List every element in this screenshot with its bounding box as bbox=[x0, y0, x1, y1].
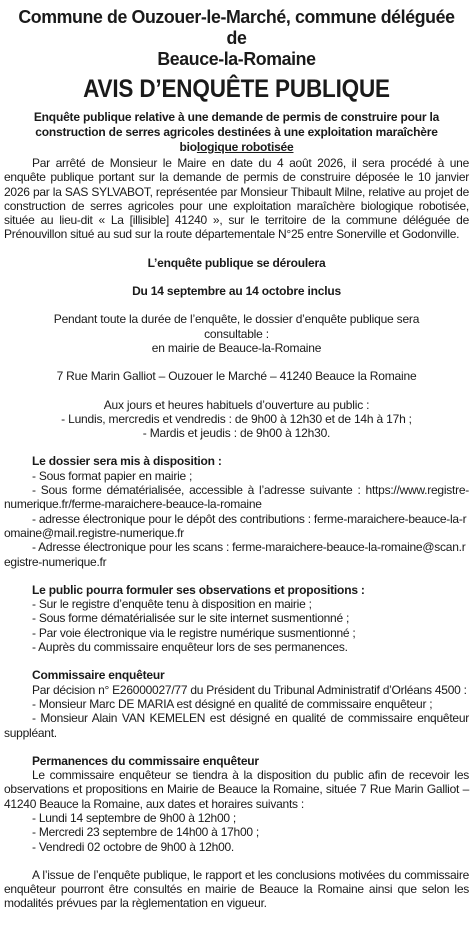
intro-paragraph: Par arrêté de Monsieur le Maire en date du 4 août 2026, il sera procédé à une enquête publique portant sur la demande de permis de construire déposée le 10 janvier 2026 par la SAS SYLVABOT, représentée par Monsieur Thibault Milne, relative au projet de construction de serres agricoles pour une exploitation maraîchère biologique robotisée, située au lieu-dit « La [illisible] 41240 », sur le territoire de la commune déléguée de Prénouvillon situé au sud sur la route départementale N°25 entre Sonerville et Godonville. bbox=[4, 156, 469, 242]
notice-title-line1: Commune de Ouzouer-le-Marché, commune déléguée de bbox=[18, 6, 455, 48]
subtitle-line3-underlined: logique robotisée bbox=[196, 140, 294, 154]
observations-heading: Le public pourra formuler ses observations et propositions : bbox=[32, 582, 365, 597]
commissaire-decision: Par décision n° E26000027/77 du Président du Tribunal Administratif d’Orléans 4500 : bbox=[32, 682, 467, 697]
notice-title-line2: Beauce-la-Romaine bbox=[157, 48, 316, 69]
dossier-line2: consultable : bbox=[204, 326, 269, 341]
hours-line3: - Mardis et jeudis : de 9h00 à 12h30. bbox=[142, 426, 331, 441]
disposition-item: - Sous forme dématérialisée, accessible à l’adresse suivante : https://www.registre-numerique.fr/ferme-maraichere-beauce-la-romaine bbox=[4, 483, 469, 512]
permanences-intro: Le commissaire enquêteur se tiendra à la disposition du public afin de recevoir les observations et propositions en Mairie de Beauce la Romaine, située 7 Rue Marin Galliot – 41240 Beauce la Romaine, aux dates et horaires suivants : bbox=[4, 768, 469, 811]
subtitle-line3-pre: bio bbox=[179, 140, 197, 154]
commissaire-heading: Commissaire enquêteur bbox=[32, 668, 165, 683]
disposition-item: - adresse électronique pour le dépôt des contributions : ferme-maraichere-beauce-la-romaine@mail.registre-numerique.fr bbox=[4, 511, 467, 540]
disposition-heading: Le dossier sera mis à disposition : bbox=[32, 454, 222, 469]
dossier-line1: Pendant toute la durée de l’enquête, le dossier d’enquête publique sera bbox=[53, 312, 420, 327]
permanences-item: - Vendredi 02 octobre de 9h00 à 12h00. bbox=[32, 839, 234, 854]
observations-item: - Par voie électronique via le registre numérique susmentionné ; bbox=[32, 625, 356, 640]
commissaire-item: - Monsieur Marc DE MARIA est désigné en qualité de commissaire enquêteur ; bbox=[32, 696, 433, 711]
dossier-line3: en mairie de Beauce-la-Romaine bbox=[151, 340, 322, 355]
deroulement-dates: Du 14 septembre au 14 octobre inclus bbox=[132, 284, 341, 299]
deroulement-heading: L’enquête publique se déroulera bbox=[147, 255, 326, 270]
disposition-item: - Adresse électronique pour les scans : ferme-maraichere-beauce-la-romaine@scan.registre-numerique.fr bbox=[4, 540, 466, 569]
hours-line2: - Lundis, mercredis et vendredis : de 9h00 à 12h30 et de 14h à 17h ; bbox=[61, 411, 412, 426]
disposition-item: - Sous format papier en mairie ; bbox=[32, 468, 193, 483]
observations-item: - Sous forme dématérialisée sur le site internet susmentionné ; bbox=[32, 611, 350, 626]
permanences-heading: Permanences du commissaire enquêteur bbox=[32, 753, 259, 768]
subtitle-line3 bbox=[4, 141, 469, 154]
observations-item: - Sur le registre d’enquête tenu à disposition en mairie ; bbox=[32, 597, 312, 612]
permanences-item: - Lundi 14 septembre de 9h00 à 12h00 ; bbox=[32, 810, 236, 825]
permanences-item: - Mercredi 23 septembre de 14h00 à 17h00 ; bbox=[32, 825, 259, 840]
conclusion-paragraph: A l’issue de l’enquête publique, le rapport et les conclusions motivées du commissaire enquêteur pourront être consultés en mairie de Beauce la Romaine ainsi que selon les modalités prévues par la règlementation en vigueur. bbox=[4, 867, 469, 911]
commissaire-item: - Monsieur Alain VAN KEMELEN est désigné en qualité de commissaire enquêteur suppléant. bbox=[4, 711, 469, 740]
hours-line1: Aux jours et heures habituels d’ouverture au public : bbox=[103, 397, 370, 412]
notice-avis-heading: AVIS D’ENQUÊTE PUBLIQUE bbox=[83, 75, 390, 103]
subtitle-line1: Enquête publique relative à une demande de permis de construire pour la bbox=[33, 110, 440, 124]
observations-item: - Auprès du commissaire enquêteur lors de ses permanences. bbox=[32, 640, 348, 655]
subtitle-line2: construction de serres agricoles destinées à une exploitation maraîchère bbox=[35, 125, 438, 139]
mairie-address: 7 Rue Marin Galliot – Ouzouer le Marché – 41240 Beauce la Romaine bbox=[56, 369, 417, 384]
